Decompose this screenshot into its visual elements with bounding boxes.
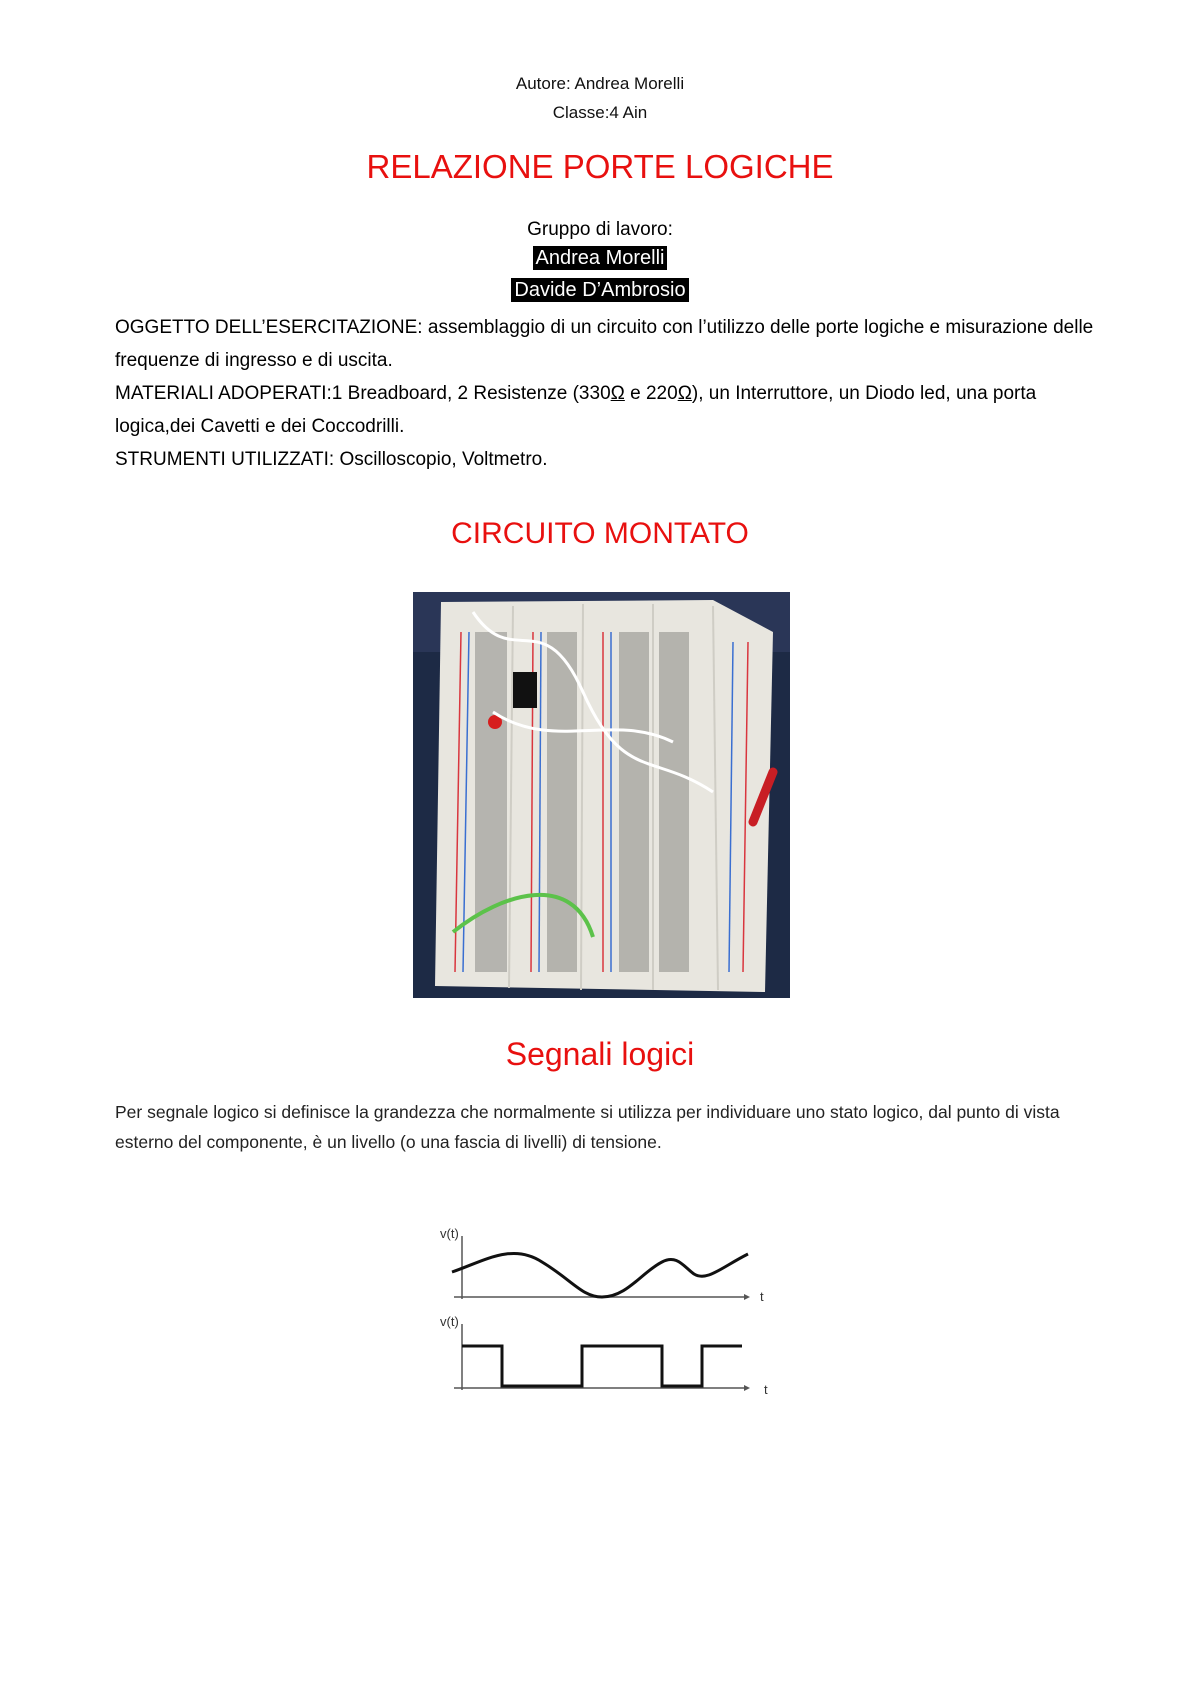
segnali-paragraph: Per segnale logico si definisce la grandezza che normalmente si utilizza per individuare uno stato logico, dal punto di vista esterno del componente, è un livello (o una fascia di livelli) di tensione. <box>115 1102 1060 1152</box>
materiali-label: MATERIALI ADOPERATI: <box>115 383 332 404</box>
strumenti-paragraph <box>115 443 1105 476</box>
bottom-y-label: v(t) <box>440 1314 459 1329</box>
class-line: Classe:4 Ain <box>552 103 648 122</box>
signal-figure <box>432 1222 782 1402</box>
section-heading-circuito: CIRCUITO MONTATO <box>451 517 749 550</box>
breadboard-photo <box>413 592 790 998</box>
section-heading-segnali: Segnali logici <box>505 1036 695 1072</box>
page-title: RELAZIONE PORTE LOGICHE <box>366 148 834 185</box>
author-line: Autore: Andrea Morelli <box>515 74 685 93</box>
analog-signal <box>452 1253 748 1297</box>
group-member-1: Andrea Morelli <box>533 246 668 270</box>
bottom-x-arrow <box>744 1385 750 1391</box>
group-label: Gruppo di lavoro: <box>527 219 673 240</box>
group-member-2: Davide D’Ambrosio <box>511 278 688 302</box>
strumenti-label: STRUMENTI UTILIZZATI: <box>115 449 335 470</box>
top-x-label: t <box>760 1289 764 1304</box>
bottom-x-label: t <box>764 1382 768 1397</box>
details-block <box>115 311 1105 476</box>
materiali-paragraph <box>115 377 1105 443</box>
oggetto-text: assemblaggio di un circuito con l’utilizzo delle porte logiche e misurazione delle frequenze di ingresso e di uscita. <box>115 317 1094 371</box>
strumenti-text: Oscilloscopio, Voltmetro. <box>334 449 548 470</box>
oggetto-paragraph <box>115 311 1105 377</box>
digital-signal <box>462 1346 742 1386</box>
top-y-label: v(t) <box>440 1226 459 1241</box>
materiali-text-a: 1 Breadboard, 2 Resistenze (330 <box>331 383 611 404</box>
oggetto-label: OGGETTO DELL’ESERCITAZIONE: <box>115 317 423 338</box>
materiali-text-c: ), un Interruttore, un Diodo led, una porta logica,dei Cavetti e dei Coccodrilli. <box>115 383 1037 437</box>
top-x-arrow <box>744 1294 750 1300</box>
ohm-symbol-1: Ω <box>610 383 625 404</box>
materiali-text-b: e 220 <box>624 383 678 404</box>
ohm-symbol-2: Ω <box>677 383 692 404</box>
